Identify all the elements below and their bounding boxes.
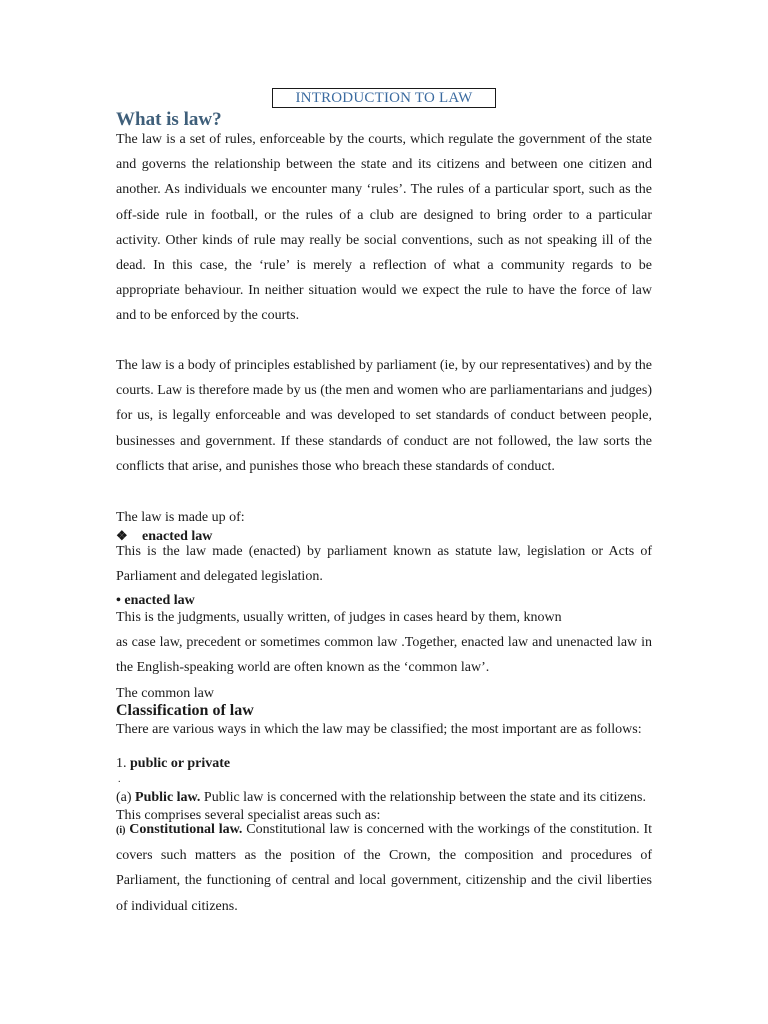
constitutional-label: Constitutional law. [129,822,243,837]
document-title: INTRODUCTION TO LAW [272,88,496,108]
dot-bullet-icon: • [116,593,121,608]
item-number: 1. [116,756,127,771]
case-law-first-line: This is the judgments, usually written, of judges in cases heard by them, known [116,610,562,625]
bullet-enacted-law-2 [116,592,195,610]
public-law-text: Public law is concerned with the relationship between the state and its citizens. This comprises several specialist areas such as: [116,790,646,823]
constitutional-numeral: (i) [116,825,126,836]
diamond-bullet-icon: ❖ [116,528,128,543]
classification-intro: There are various ways in which the law may be classified; the most important are as follows: [116,722,642,737]
enacted-law-description: This is the law made (enacted) by parliament known as statute law, legislation or Acts of Parliament and delegated legislation. [116,544,652,585]
paragraph-definition: The law is a set of rules, enforceable by the courts, which regulate the government of the state and governs the relationship between the state and its citizens and between one citizen and another. As individuals we encounter many ‘rules’. The rules of a particular sport, such as the off-side rule in football, or the rules of a club are designed to bring order to a particular activity. Other kinds of rule may really be social conventions, such as not speaking ill of the dead. In this case, the ‘rule’ is merely a reflection of what a community regards to be appropriate behaviour. In neither situation would we expect the rule to have the force of law and to be enforced by the courts. [116,132,652,324]
constitutional-law-paragraph [116,817,652,919]
stray-dot: . [118,774,121,785]
item-label: public or private [130,756,231,771]
heading-classification: Classification of law [116,702,254,719]
public-law-label: Public law. [135,790,201,805]
common-law-label: The common law [116,686,214,701]
bullet-label: enacted law [124,593,195,608]
case-law-description: as case law, precedent or sometimes common law .Together, enacted law and unenacted law in the English-speaking world are often known as the ‘common law’. [116,635,652,676]
heading-what-is-law: What is law? [116,109,222,130]
made-up-of-label: The law is made up of: [116,510,245,525]
bullet-label: enacted law [142,529,213,544]
constitutional-text: Constitutional law is concerned with the workings of the constitution. It covers such matters as the position of the Crown, the composition and procedures of Parliament, the functioning of central and local government, citizenship and the civil liberties of individual citizens. [116,822,653,914]
public-law-prefix: (a) [116,790,132,805]
list-item-public-or-private [116,755,230,773]
paragraph-body-of-principles: The law is a body of principles established by parliament (ie, by our representatives) and by the courts. Law is therefore made by us (the men and women who are parliamentarians and judges) for us, is legally enforceable and was developed to set standards of conduct between people, businesses and government. If these standards of conduct are not followed, the law sorts the conflicts that arise, and punishes those who breach these standards of conduct. [116,358,652,474]
